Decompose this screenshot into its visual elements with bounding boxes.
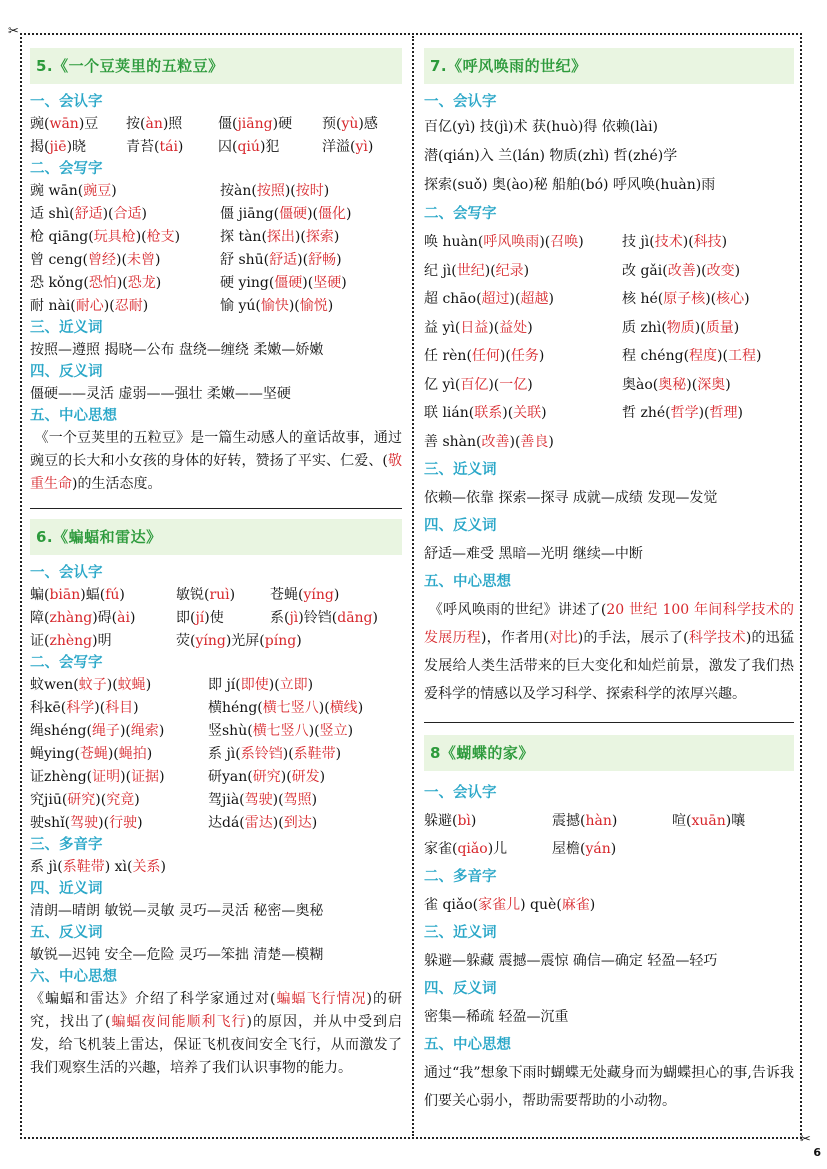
char-entry: 屋檐(yán)	[552, 841, 617, 857]
polyphone-entry: 雀 qiǎo(家雀儿) què(麻雀)	[424, 897, 596, 913]
divider	[424, 722, 794, 723]
char-entry: 囚(qiú)犯	[218, 139, 280, 155]
write-entry: 联 lián(联系)(关联)	[424, 405, 547, 421]
write-row	[30, 226, 402, 249]
write-row	[30, 203, 402, 226]
write-entry: 亿 yì(百亿)(一亿)	[424, 376, 533, 393]
polyphone-row	[424, 891, 794, 919]
write-entry: 奥ào(奥秘)(深奥)	[622, 376, 731, 393]
write-entry: 程 chéng(程度)(工程)	[622, 348, 762, 364]
section-heading: 二、会写字	[30, 655, 103, 671]
write-entry: 驾jià(驾驶)(驾照)	[208, 792, 318, 808]
write-entry: 任 rèn(任何)(任务)	[424, 348, 545, 364]
write-entry: 蝇ying(苍蝇)(蝇拍)	[30, 746, 153, 762]
polyphone-entry: 系 jì(系鞋带) xì(关系)	[30, 859, 166, 875]
recognize-row	[30, 584, 402, 607]
write-row	[424, 228, 794, 257]
recognize-row: 探索(suǒ) 奥(ào)秘 船舶(bó) 呼风唤(huàn)雨	[424, 177, 716, 193]
synonyms: 按照—遵照 揭晓—公布 盘绕—缠绕 柔嫩—娇嫩	[30, 342, 324, 358]
central-idea: 《一个豆荚里的五粒豆》是一篇生动感人的童话故事，通过豌豆的长大和小女孩的身体的好转，赞扬了平实、仁爱、(敬重生命)的生活态度。	[30, 430, 403, 492]
write-entry: 善 shàn(改善)(善良)	[424, 433, 554, 450]
central-idea: 《呼风唤雨的世纪》讲述了(20 世纪 100 年间科学技术的发展历程)，作者用(对比)的手法，展示了(科学技术)的迅猛发展给人类生活带来的巨大变化和灿烂前景，激发了我们热爱科学的情感以及学习科学、探索科学的浓厚兴趣。	[424, 602, 795, 702]
write-entry: 竖shù(横七竖八)(竖立)	[208, 723, 354, 739]
char-entry: 系(jì)铃铛(dāng)	[270, 610, 378, 626]
write-entry: 技 jì(技术)(科技)	[622, 234, 728, 250]
write-row	[30, 812, 402, 835]
central-idea: 通过“我”想象下雨时蝴蝶无处藏身而为蝴蝶担心的事,告诉我们要关心弱小，帮助需要帮助的小动物。	[424, 1065, 794, 1109]
char-entry: 震撼(hàn)	[552, 813, 618, 829]
write-row	[30, 295, 402, 318]
section-heading: 三、近义词	[30, 320, 103, 336]
page-number: 6	[813, 1146, 821, 1159]
section-heading: 二、会写字	[30, 161, 103, 177]
write-row	[30, 766, 402, 789]
write-list	[30, 180, 402, 318]
section-heading: 五、中心思想	[424, 574, 511, 590]
section-heading: 三、近义词	[424, 925, 497, 941]
write-entry: 豌 wān(豌豆)	[30, 183, 117, 199]
section-heading: 五、中心思想	[30, 408, 117, 424]
antonyms: 僵硬——灵活 虚弱——强壮 柔嫩——坚硬	[30, 386, 291, 402]
section-heading: 一、会认字	[424, 785, 497, 801]
write-row	[30, 180, 402, 203]
char-entry: 按(àn)照	[126, 116, 183, 132]
antonyms: 密集—稀疏 轻盈—沉重	[424, 1009, 569, 1025]
write-row	[30, 674, 402, 697]
char-entry: 青苔(tái)	[126, 139, 184, 155]
section-heading: 三、近义词	[424, 462, 497, 478]
char-entry: 障(zhàng)碍(ài)	[30, 610, 136, 626]
write-entry: 纪 jì(世纪)(纪录)	[424, 262, 530, 279]
write-entry: 研yan(研究)(研发)	[208, 769, 326, 785]
write-entry: 探 tàn(探出)(探索)	[220, 229, 340, 245]
char-entry: 僵(jiāng)硬	[218, 116, 293, 132]
write-row	[30, 789, 402, 812]
section-heading: 四、近义词	[30, 881, 103, 897]
section-heading: 六、中心思想	[30, 969, 117, 985]
char-entry: 洋溢(yì)	[322, 139, 374, 155]
section-heading: 四、反义词	[424, 981, 497, 997]
write-entry: 枪 qiāng(玩具枪)(枪支)	[30, 229, 181, 245]
char-entry: 蝙(biān)蝠(fú)	[30, 587, 125, 603]
write-entry: 按àn(按照)(按时)	[220, 183, 330, 199]
write-row	[30, 743, 402, 766]
write-entry: 绳shéng(绳子)(绳索)	[30, 723, 165, 739]
write-entry: 适 shì(舒适)(合适)	[30, 206, 147, 222]
write-row	[30, 697, 402, 720]
char-entry: 揭(jiē)晓	[30, 139, 87, 155]
write-entry: 蚊wen(蚊子)(蚊蝇)	[30, 677, 152, 693]
write-entry: 即 jí(即使)(立即)	[208, 677, 314, 693]
write-row	[424, 342, 794, 371]
write-entry: 舒 shū(舒适)(舒畅)	[220, 252, 342, 268]
lesson-title: 7.《呼风唤雨的世纪》	[424, 48, 794, 84]
antonyms: 舒适—难受 黑暗—光明 继续—中断	[424, 546, 643, 562]
char-entry: 即(jí)使	[176, 610, 224, 626]
scissors-icon: ✂	[800, 1132, 811, 1147]
recognize-row	[30, 113, 402, 136]
write-entry: 愉 yú(愉快)(愉悦)	[220, 298, 334, 314]
write-entry: 究jiū(研究)(究竟)	[30, 792, 140, 808]
write-entry: 科kē(科学)(科目)	[30, 700, 139, 716]
write-entry: 哲 zhé(哲学)(哲理)	[622, 405, 743, 421]
write-entry: 恐 kǒng(恐怕)(恐龙)	[30, 275, 162, 291]
char-entry: 荧(yíng)光屏(píng)	[176, 633, 302, 649]
section-heading: 五、反义词	[30, 925, 103, 941]
write-entry: 僵 jiāng(僵硬)(僵化)	[220, 206, 352, 222]
lesson-title: 6.《蝙蝠和雷达》	[30, 519, 402, 555]
section-heading: 一、会认字	[30, 565, 103, 581]
section-heading: 三、多音字	[30, 837, 103, 853]
section-heading: 四、反义词	[424, 518, 497, 534]
write-entry: 改 gǎi(改善)(改变)	[622, 262, 741, 279]
write-list	[30, 674, 402, 835]
divider	[30, 508, 402, 509]
section-heading: 二、多音字	[424, 869, 497, 885]
section-heading: 四、反义词	[30, 364, 103, 380]
section-heading: 一、会认字	[30, 94, 103, 110]
write-entry: 益 yì(日益)(益处)	[424, 319, 533, 336]
write-entry: 系 jì(系铃铛)(系鞋带)	[208, 746, 342, 762]
char-entry: 证(zhèng)明	[30, 633, 112, 649]
char-entry: 躲避(bì)	[424, 813, 477, 829]
recognize-row: 潜(qián)入 兰(lán) 物质(zhì) 哲(zhé)学	[424, 148, 678, 164]
recognize-row	[424, 835, 794, 863]
char-entry: 预(yù)感	[322, 116, 378, 132]
write-row	[30, 720, 402, 743]
write-entry: 唤 huàn(呼风唤雨)(召唤)	[424, 234, 584, 250]
scissors-icon: ✂	[8, 24, 19, 39]
write-row	[424, 257, 794, 286]
char-entry: 敏锐(ruì)	[176, 587, 236, 603]
write-entry: 超 chāo(超过)(超越)	[424, 291, 554, 307]
write-entry: 硬 ying(僵硬)(坚硬)	[220, 275, 347, 291]
section-heading: 五、中心思想	[424, 1037, 511, 1053]
write-row	[424, 314, 794, 343]
central-idea: 《蝙蝠和雷达》介绍了科学家通过对(蝙蝠飞行情况)的研究，找出了(蝙蝠夜间能顺利飞行)的原因，并从中受到启发，给飞机装上雷达，保证飞机夜间安全飞行，从而激发了我们观察生活的兴趣，培养了我们认识事物的能力。	[30, 991, 403, 1076]
write-entry: 达dá(雷达)(到达)	[208, 815, 318, 831]
lesson-title: 8《蝴蝶的家》	[424, 735, 794, 771]
char-entry: 豌(wān)豆	[30, 116, 99, 132]
char-entry: 苍蝇(yíng)	[270, 587, 340, 603]
recognize-row	[424, 807, 794, 835]
synonyms: 清朗—晴朗 敏锐—灵敏 灵巧—灵活 秘密—奥秘	[30, 903, 324, 919]
synonyms: 躲避—躲藏 震撼—震惊 确信—确定 轻盈—轻巧	[424, 953, 718, 969]
write-row	[424, 285, 794, 314]
write-row	[424, 428, 794, 457]
antonyms: 敏锐—迟钝 安全—危险 灵巧—笨拙 清楚—模糊	[30, 947, 324, 963]
write-entry: 证zhèng(证明)(证据)	[30, 769, 165, 785]
write-entry: 质 zhì(物质)(质量)	[622, 319, 740, 336]
synonyms: 依赖—依靠 探索—探寻 成就—成绩 发现—发觉	[424, 490, 718, 506]
right-column	[424, 44, 794, 1115]
char-entry: 喧(xuān)嚷	[672, 813, 746, 829]
left-column	[30, 44, 402, 1080]
write-row	[424, 371, 794, 400]
write-list	[424, 228, 794, 456]
polyphone-row	[30, 856, 402, 879]
recognize-row	[30, 607, 402, 630]
section-heading: 二、会写字	[424, 206, 497, 222]
section-heading: 一、会认字	[424, 94, 497, 110]
write-entry: 曾 ceng(曾经)(未曾)	[30, 252, 161, 268]
write-row	[30, 249, 402, 272]
recognize-row	[30, 136, 402, 159]
recognize-row: 百亿(yì) 技(jì)术 获(huò)得 依赖(lài)	[424, 119, 659, 135]
recognize-row	[30, 630, 402, 653]
write-row	[424, 399, 794, 428]
column-divider	[412, 36, 414, 1136]
write-entry: 横héng(横七竖八)(横线)	[208, 700, 364, 716]
write-entry: 驶shǐ(驾驶)(行驶)	[30, 815, 143, 831]
write-row	[30, 272, 402, 295]
char-entry: 家雀(qiǎo)儿	[424, 841, 508, 857]
write-entry: 核 hé(原子核)(核心)	[622, 291, 750, 307]
lesson-title: 5.《一个豆荚里的五粒豆》	[30, 48, 402, 84]
write-entry: 耐 nài(耐心)(忍耐)	[30, 298, 149, 314]
